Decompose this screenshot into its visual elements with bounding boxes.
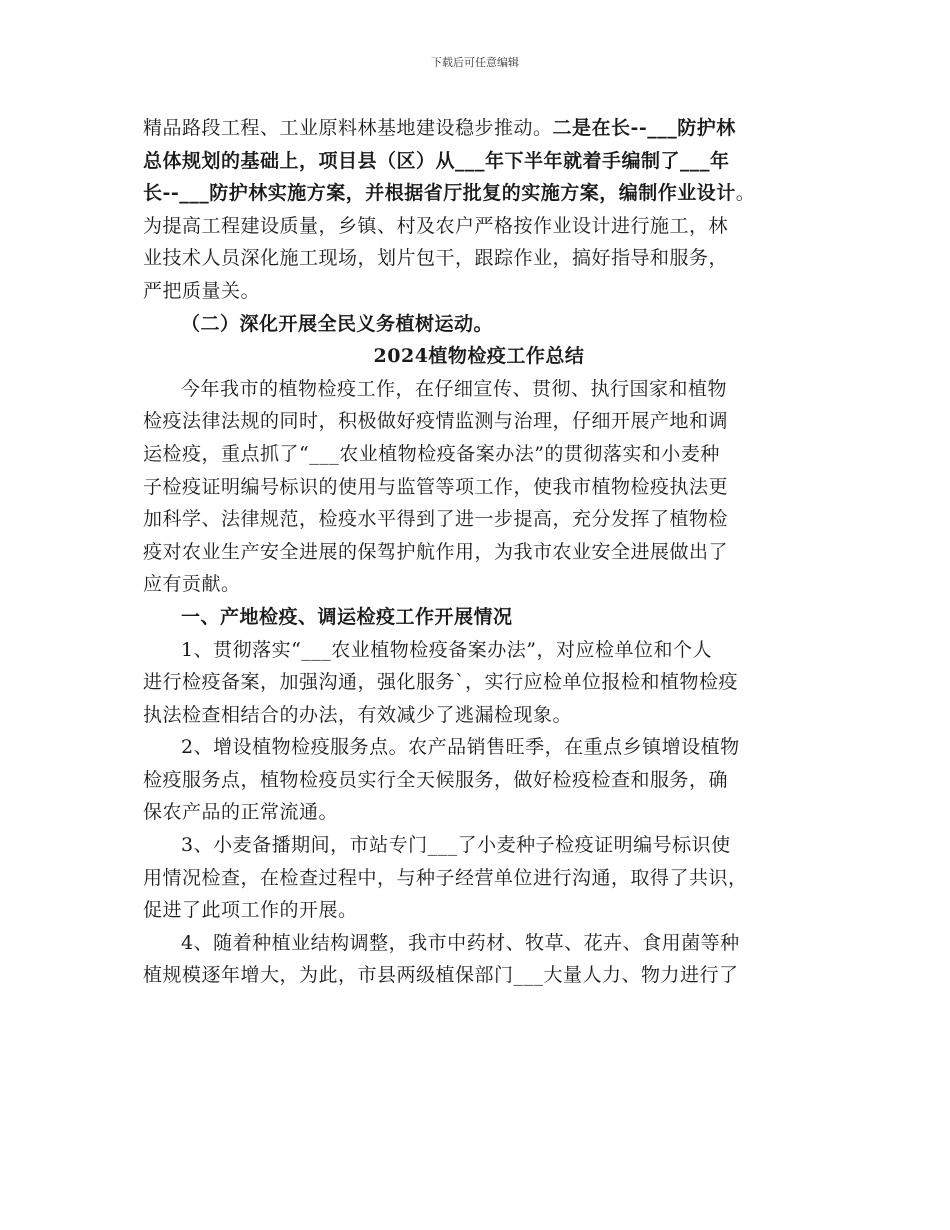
text-line: 3、小麦备播期间，市站专门___了小麦种子检疫证明编号标识使	[181, 834, 731, 857]
text-line: 疫对农业生产安全进展的保驾护航作用，为我市农业安全进展做出了	[143, 540, 729, 563]
text-line: 保农产品的正常流通。	[143, 801, 339, 824]
section-heading: 一、产地检疫、调运检疫工作开展情况	[181, 605, 513, 628]
text-line: 运检疫，重点抓了“___农业植物检疫备案办法”的贯彻落实和小麦种	[143, 442, 720, 465]
text-line: 业技术人员深化施工现场，划片包干，跟踪作业，搞好指导和服务，	[143, 247, 729, 270]
text-line: 4、随着种植业结构调整，我市中药材、牧草、花卉、食用菌等种	[181, 931, 740, 954]
text-line: 用情况检查，在检查过程中，与种子经营单位进行沟通，取得了共识，	[143, 866, 748, 889]
text-line: 植规模逐年增大，为此，市县两级植保部门___大量人力、物力进行了	[143, 964, 739, 987]
text-line: 子检疫证明编号标识的使用与监管等项工作，使我市植物检疫执法更	[143, 475, 729, 498]
section-heading: （二）深化开展全民义务植树运动。	[181, 312, 494, 335]
document-title: 2024植物检疫工作总结	[373, 345, 585, 368]
document-body	[143, 112, 815, 992]
text-line: 检疫法律法规的同时，积极做好疫情监测与治理，仔细开展产地和调	[143, 410, 729, 433]
text-line: 检疫服务点，植物检疫员实行全天候服务，做好检疫检查和服务，确	[143, 768, 729, 791]
text-line: 总体规划的基础上，项目县（区）从___年下半年就着手编制了___年	[143, 149, 730, 172]
text-line: 为提高工程建设质量，乡镇、村及农户严格按作业设计进行施工，林	[143, 214, 729, 237]
text-line: 严把质量关。	[143, 279, 261, 302]
text-line: 1、贯彻落实“___农业植物检疫备案办法”，对应检单位和个人	[181, 638, 713, 661]
text-line: 今年我市的植物检疫工作，在仔细宣传、贯彻、执行国家和植物	[181, 377, 728, 400]
text-line: 精品路段工程、工业原料林基地建设稳步推动。二是在长--___防护林	[143, 117, 736, 139]
header-note: 下载后可任意编辑	[431, 56, 519, 69]
text-line: 长--___防护林实施方案，并根据省厅批复的实施方案，编制作业设计。	[143, 182, 756, 205]
text-line: 2、增设植物检疫服务点。农产品销售旺季，在重点乡镇增设植物	[181, 736, 740, 759]
text-line: 应有贡献。	[143, 573, 241, 596]
text-line: 进行检疫备案，加强沟通，强化服务`，实行应检单位报检和植物检疫	[143, 671, 739, 694]
text-line: 加科学、法律规范，检疫水平得到了进一步提高，充分发挥了植物检	[143, 508, 729, 531]
text-line: 执法检查相结合的办法，有效减少了逃漏检现象。	[143, 703, 573, 726]
text-line: 促进了此项工作的开展。	[143, 899, 358, 922]
